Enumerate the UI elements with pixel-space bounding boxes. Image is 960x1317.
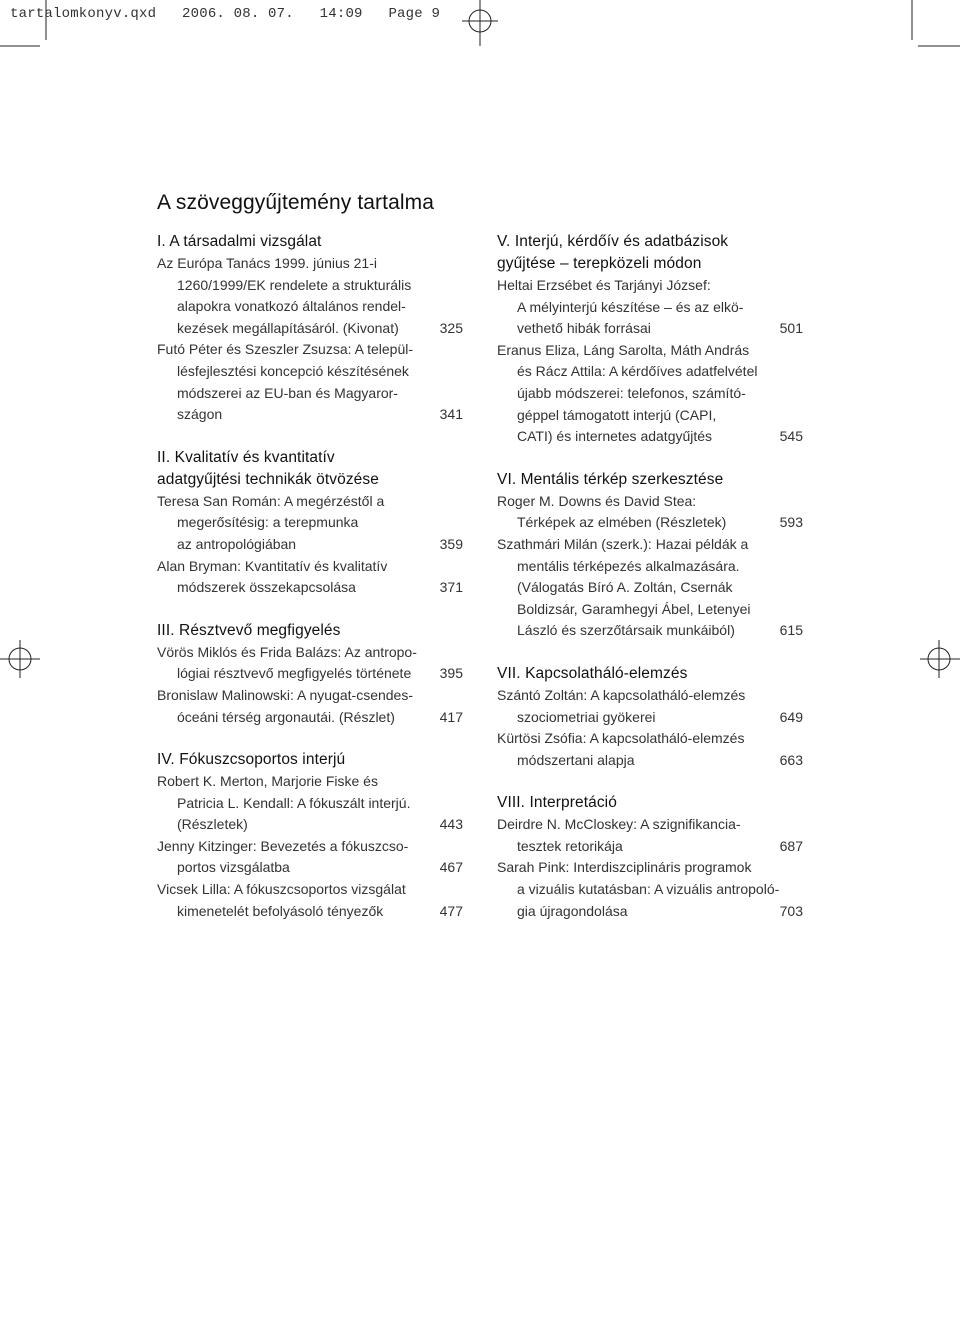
entry-line: vethető hibák forrásai — [517, 320, 651, 337]
toc-entry — [497, 857, 803, 922]
entry-line: portos vizsgálatba — [177, 859, 290, 876]
toc-section — [157, 749, 463, 922]
file-slug: tartalomkonyv.qxd 2006. 08. 07. 14:09 Page 9 — [10, 6, 441, 22]
toc-section — [497, 792, 803, 922]
toc-section — [497, 663, 803, 771]
toc-entry — [497, 491, 803, 534]
page-number: 545 — [779, 428, 803, 445]
toc-entry — [497, 728, 803, 771]
registration-mark-left — [0, 640, 40, 678]
entry-line: Heltai Erzsébet és Tarjányi József: — [497, 277, 711, 293]
entry-line: gia újragondolása — [517, 902, 628, 919]
section-heading: VII. Kapcsolatháló-elemzés — [497, 664, 688, 682]
toc-entry — [157, 556, 463, 599]
entry-line: tesztek retorikája — [517, 837, 623, 854]
toc-entry — [157, 836, 463, 879]
entry-line: módszerei az EU-ban és Magyaror- — [177, 384, 398, 401]
entry-line: Alan Bryman: Kvantitatív és kvalitatív — [157, 557, 388, 574]
toc-section — [497, 231, 803, 448]
entry-line: Szántó Zoltán: A kapcsolatháló-elemzés — [497, 686, 746, 703]
page-number: 359 — [439, 535, 463, 552]
entry-line: lésfejlesztési koncepció készítésének — [177, 362, 409, 379]
page-number: 649 — [779, 708, 803, 725]
entry-line: az antropológiában — [177, 535, 297, 552]
entry-line: CATI) és internetes adatgyűjtés — [517, 428, 713, 445]
entry-line: kezések megállapításáról. (Kivonat) — [177, 319, 399, 336]
section-heading: gyűjtése – terepközeli módon — [497, 255, 702, 272]
entry-line: Boldizsár, Garamhegyi Ábel, Letenyei — [517, 600, 751, 617]
toc-entry — [157, 685, 463, 728]
toc-right-column — [497, 231, 803, 943]
section-heading: VIII. Interpretáció — [497, 794, 617, 812]
toc-section — [157, 447, 463, 599]
toc-section — [497, 469, 803, 642]
entry-line: Térképek az elmében (Részletek) — [517, 514, 727, 531]
page-number: 395 — [439, 665, 463, 682]
entry-line: újabb módszerei: telefonos, számító- — [517, 384, 746, 401]
entry-line: módszertani alapja — [517, 751, 635, 768]
registration-mark-right — [920, 640, 960, 678]
entry-line: Bronislaw Malinowski: A nyugat-csendes- — [157, 686, 414, 703]
toc-section — [157, 231, 463, 426]
toc-entry — [497, 685, 803, 728]
toc-entry — [497, 534, 803, 642]
toc-entry — [497, 340, 803, 448]
entry-line: (Részletek) — [177, 816, 248, 833]
page-number: 325 — [439, 319, 463, 336]
page-number: 663 — [779, 751, 803, 768]
entry-line: szociometriai gyökerei — [517, 708, 656, 725]
entry-line: Futó Péter és Szeszler Zsuzsa: A települ- — [157, 341, 414, 358]
entry-line: Eranus Eliza, Láng Sarolta, Máth András — [497, 341, 750, 358]
entry-line: Teresa San Román: A megérzéstől a — [157, 492, 385, 509]
toc-entry — [157, 491, 463, 556]
entry-line: László és szerzőtársaik munkáiból) — [517, 622, 735, 639]
page-number: 467 — [439, 859, 463, 876]
entry-line: a vizuális kutatásban: A vizuális antropoló- — [517, 881, 780, 898]
entry-line: kimenetelét befolyásoló tényezők — [177, 902, 384, 919]
entry-line: és Rácz Attila: A kérdőíves adatfelvétel — [517, 363, 758, 380]
page-number: 593 — [779, 514, 803, 531]
toc-entry — [497, 814, 803, 857]
toc-entry — [157, 771, 463, 836]
section-heading: adatgyűjtési technikák ötvözése — [157, 470, 379, 488]
section-heading: III. Résztvevő megfigyelés — [157, 621, 341, 639]
toc-section — [157, 620, 463, 728]
page-number: 371 — [439, 579, 463, 596]
entry-line: alapokra vonatkozó általános rendel- — [177, 298, 406, 315]
section-heading: I. A társadalmi vizsgálat — [157, 233, 322, 250]
page-number: 443 — [439, 816, 463, 833]
entry-line: Patricia L. Kendall: A fókuszált interjú. — [177, 794, 411, 811]
page-title: A szöveggyűjtemény tartalma — [157, 191, 435, 214]
entry-line: Jenny Kitzinger: Bevezetés a fókuszcso- — [157, 837, 409, 854]
entry-line: (Válogatás Bíró A. Zoltán, Csernák — [517, 579, 733, 596]
entry-line: lógiai résztvevő megfigyelés története — [177, 665, 412, 682]
entry-line: A mélyinterjú készítése – és az elkö- — [517, 298, 744, 315]
entry-line: Az Európa Tanács 1999. június 21-i — [157, 255, 377, 271]
toc-entry — [157, 253, 463, 339]
section-heading: II. Kvalitatív és kvantitatív — [157, 448, 335, 466]
entry-line: Deirdre N. McCloskey: A szignifikancia- — [497, 816, 741, 833]
registration-mark-top — [462, 0, 498, 46]
entry-line: mentális térképezés alkalmazására. — [517, 557, 740, 574]
section-heading: IV. Fókuszcsoportos interjú — [157, 751, 346, 769]
section-heading: VI. Mentális térkép szerkesztése — [497, 470, 724, 488]
entry-line: Vicsek Lilla: A fókuszcsoportos vizsgálat — [157, 881, 406, 898]
entry-line: Kürtösi Zsófia: A kapcsolatháló-elemzés — [497, 730, 745, 747]
entry-line: megerősítésig: a terepmunka — [177, 514, 359, 531]
page-number: 501 — [779, 320, 803, 337]
toc-entry — [497, 275, 803, 340]
entry-line: szágon — [177, 406, 223, 423]
entry-line: géppel támogatott interjú (CAPI, — [517, 406, 717, 423]
entry-line: Szathmári Milán (szerk.): Hazai példák a — [497, 535, 749, 552]
page-number: 417 — [439, 708, 463, 725]
page-number: 341 — [439, 406, 463, 423]
section-heading: V. Interjú, kérdőív és adatbázisok — [497, 233, 729, 250]
toc-entry — [157, 879, 463, 922]
toc-left-column — [157, 231, 463, 943]
entry-line: módszerek összekapcsolása — [177, 579, 356, 596]
page-number: 687 — [779, 837, 803, 854]
toc-entry — [157, 642, 463, 685]
page-number: 477 — [439, 902, 463, 919]
entry-line: 1260/1999/EK rendelete a strukturális — [177, 276, 412, 293]
page-number: 615 — [779, 622, 803, 639]
page-number: 703 — [779, 902, 803, 919]
entry-line: Sarah Pink: Interdiszciplináris programok — [497, 859, 752, 876]
entry-line: Roger M. Downs és David Stea: — [497, 492, 697, 509]
toc-entry — [157, 339, 463, 425]
entry-line: Vörös Miklós és Frida Balázs: Az antropo- — [157, 643, 417, 660]
entry-line: Robert K. Merton, Marjorie Fiske és — [157, 773, 378, 790]
entry-line: óceáni térség argonautái. (Részlet) — [177, 708, 395, 725]
